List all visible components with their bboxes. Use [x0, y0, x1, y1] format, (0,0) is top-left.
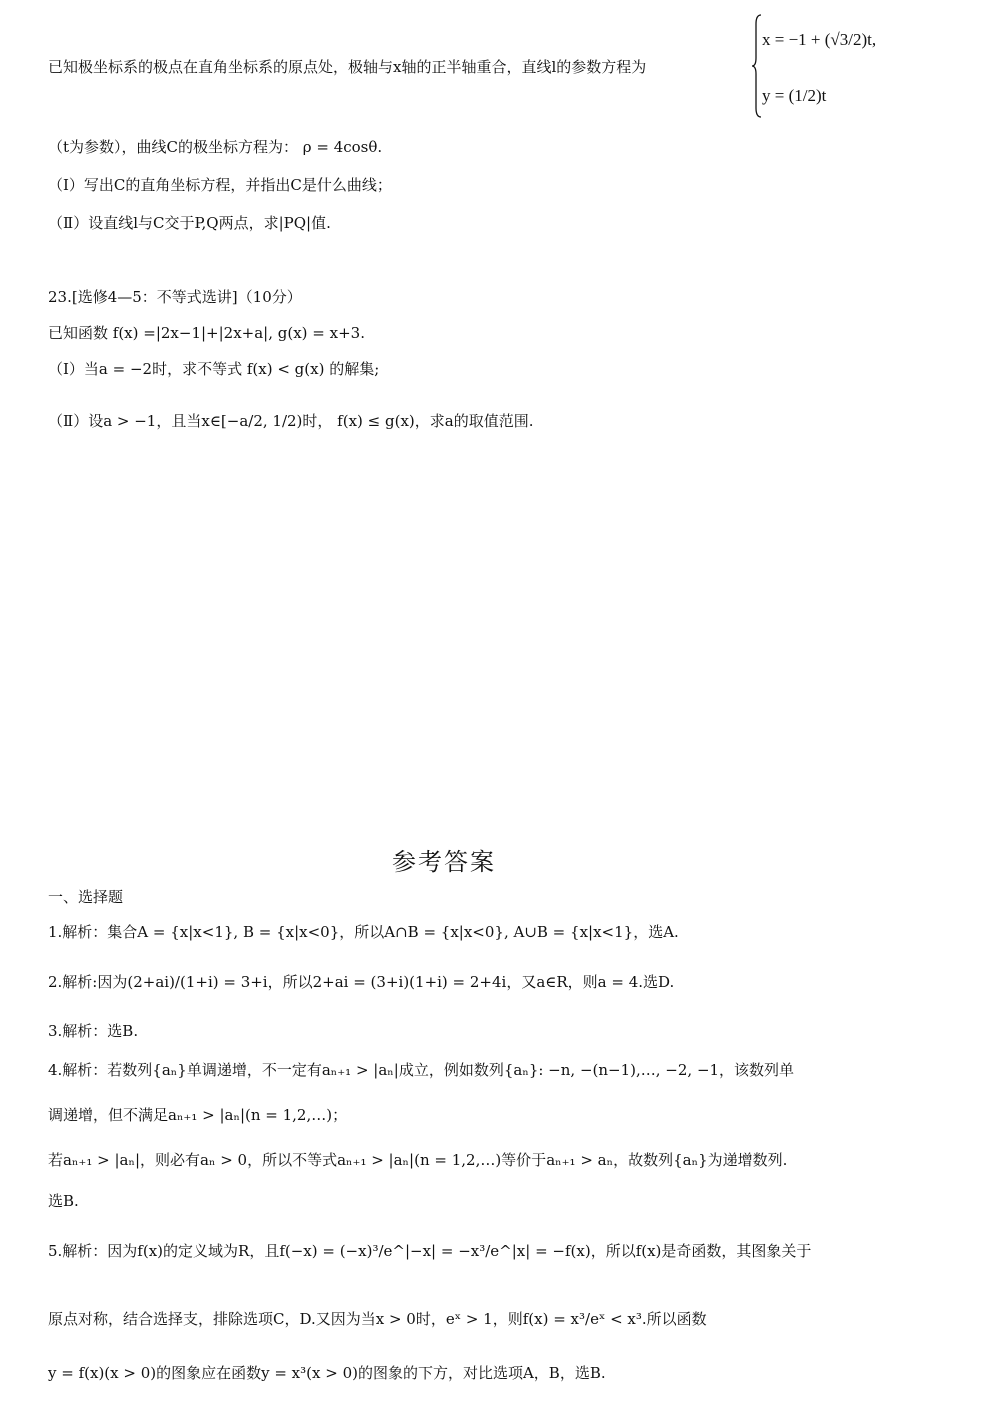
- q23-given: 已知函数 f(x) =|2x−1|+|2x+a|, g(x) = x+3.: [48, 324, 365, 342]
- q22-eq1: x = −1 + (√3/2)t,: [762, 30, 877, 49]
- q23-part2: （Ⅱ）设a > −1，且当x∈[−a/2, 1/2)时， f(x) ≤ g(x)，求a的取值范围.: [48, 412, 534, 430]
- answer-4-line1: 4.解析：若数列{aₙ}单调递增，不一定有aₙ₊₁ > |aₙ|成立，例如数列{aₙ}: −n, −(n−1),…, −2, −1，该数列单: [48, 1061, 795, 1079]
- answers-title: 参考答案: [392, 848, 496, 876]
- answer-5-line3: y = f(x)(x > 0)的图象应在函数y = x³(x > 0)的图象的下方，对比选项A，B，选B.: [48, 1364, 606, 1382]
- answer-4-line3: 若aₙ₊₁ > |aₙ|，则必有aₙ > 0，所以不等式aₙ₊₁ > |aₙ|(n = 1,2,…)等价于aₙ₊₁ > aₙ，故数列{aₙ}为递增数列.: [48, 1151, 788, 1169]
- q23-part1: （Ⅰ）当a = −2时，求不等式 f(x) < g(x) 的解集;: [48, 360, 380, 378]
- answer-1: 1.解析：集合A = {x|x<1}, B = {x|x<0}，所以A∩B = {x|x<0}, A∪B = {x|x<1}，选A.: [48, 923, 679, 941]
- q22-part2: （Ⅱ）设直线l与C交于P,Q两点，求|PQ|值.: [48, 214, 331, 232]
- q22-part1: （Ⅰ）写出C的直角坐标方程，并指出C是什么曲线；: [48, 176, 392, 194]
- q22-line2: （t为参数），曲线C的极坐标方程为： ρ = 4cosθ.: [48, 138, 383, 156]
- answer-4-line2: 调递增，但不满足aₙ₊₁ > |aₙ|(n = 1,2,…)；: [48, 1106, 348, 1124]
- answer-3: 3.解析：选B.: [48, 1022, 139, 1040]
- answer-5-line2: 原点对称，结合选择支，排除选项C，D.又因为当x > 0时，eˣ > 1，则f(x) = x³/eˣ < x³.所以函数: [48, 1310, 707, 1328]
- left-brace-icon: [752, 14, 762, 118]
- answer-4-line4: 选B.: [48, 1192, 79, 1210]
- section-heading: 一、选择题: [48, 888, 124, 906]
- q22-intro: 已知极坐标系的极点在直角坐标系的原点处，极轴与x轴的正半轴重合，直线l的参数方程为: [48, 58, 647, 76]
- q23-heading: 23.[选修4—5：不等式选讲]（10分）: [48, 288, 302, 306]
- q22-eq2: y = (1/2)t: [762, 86, 827, 105]
- answer-5-line1: 5.解析：因为f(x)的定义域为R，且f(−x) = (−x)³/e^|−x| = −x³/e^|x| = −f(x)，所以f(x)是奇函数，其图象关于: [48, 1242, 812, 1260]
- answer-2: 2.解析:因为(2+ai)/(1+i) = 3+i，所以2+ai = (3+i)(1+i) = 2+4i，又a∈R，则a = 4.选D.: [48, 973, 675, 991]
